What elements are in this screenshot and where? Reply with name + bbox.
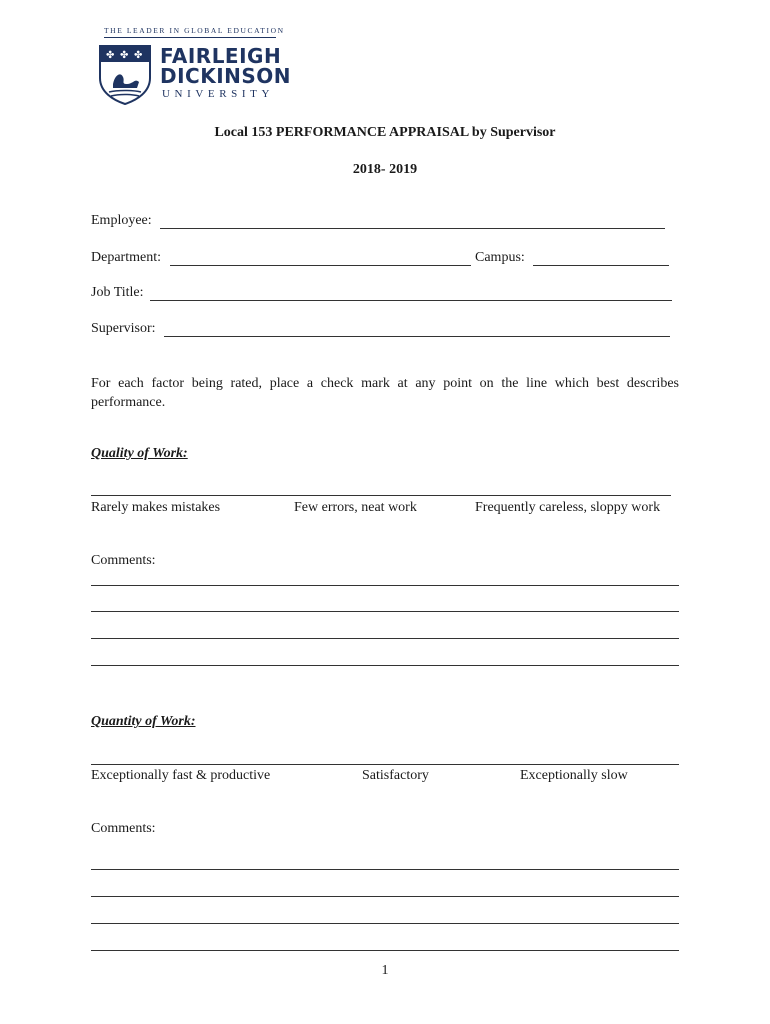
quantity-comment-line[interactable] bbox=[91, 869, 679, 870]
quantity-rating-line[interactable] bbox=[91, 764, 679, 765]
supervisor-field-line[interactable] bbox=[164, 336, 670, 337]
university-shield-icon bbox=[97, 44, 153, 106]
employee-field-line[interactable] bbox=[160, 228, 665, 229]
quantity-comments-label: Comments: bbox=[91, 821, 156, 836]
quantity-scale-high: Exceptionally fast & productive bbox=[91, 768, 271, 783]
svg-text:✤: ✤ bbox=[134, 50, 143, 61]
supervisor-label: Supervisor: bbox=[91, 321, 156, 336]
job-title-field-line[interactable] bbox=[150, 300, 672, 301]
quantity-comment-line[interactable] bbox=[91, 896, 679, 897]
quantity-scale-low: Exceptionally slow bbox=[520, 768, 628, 783]
quality-scale-low: Rarely makes mistakes bbox=[91, 500, 221, 515]
quality-rating-line[interactable] bbox=[91, 495, 671, 496]
department-label: Department: bbox=[91, 250, 161, 265]
quantity-comment-line[interactable] bbox=[91, 923, 679, 924]
quality-comment-line[interactable] bbox=[91, 585, 679, 586]
document-year: 2018- 2019 bbox=[352, 162, 418, 177]
campus-label: Campus: bbox=[475, 250, 525, 265]
instructions-text: For each factor being rated, place a check mark at any point on the line which best describes performance. bbox=[91, 376, 679, 410]
svg-text:✤: ✤ bbox=[120, 50, 129, 61]
svg-text:✤: ✤ bbox=[106, 50, 115, 61]
job-title-label: Job Title: bbox=[91, 285, 144, 300]
quality-comment-line[interactable] bbox=[91, 638, 679, 639]
logo-wordmark-fairleigh: FAIRLEIGH bbox=[160, 44, 282, 68]
logo-wordmark-dickinson: DICKINSON bbox=[160, 64, 292, 88]
quality-comment-line[interactable] bbox=[91, 665, 679, 666]
quality-comments-label: Comments: bbox=[91, 553, 156, 568]
logo-wordmark-university: UNIVERSITY bbox=[162, 88, 274, 100]
department-field-line[interactable] bbox=[170, 265, 471, 266]
employee-label: Employee: bbox=[91, 213, 152, 228]
quality-comment-line[interactable] bbox=[91, 611, 679, 612]
quantity-comment-line[interactable] bbox=[91, 950, 679, 951]
logo-tagline-rule bbox=[104, 37, 276, 38]
quality-scale-mid: Few errors, neat work bbox=[294, 500, 417, 515]
quantity-of-work-heading: Quantity of Work: bbox=[91, 714, 196, 729]
quality-of-work-heading: Quality of Work: bbox=[91, 446, 188, 461]
logo-tagline: THE LEADER IN GLOBAL EDUCATION bbox=[104, 26, 285, 35]
document-title: Local 153 PERFORMANCE APPRAISAL by Supervisor bbox=[214, 125, 556, 140]
campus-field-line[interactable] bbox=[533, 265, 669, 266]
quality-scale-high: Frequently careless, sloppy work bbox=[475, 500, 661, 515]
quantity-scale-mid: Satisfactory bbox=[362, 768, 429, 783]
page-number: 1 bbox=[381, 963, 389, 978]
